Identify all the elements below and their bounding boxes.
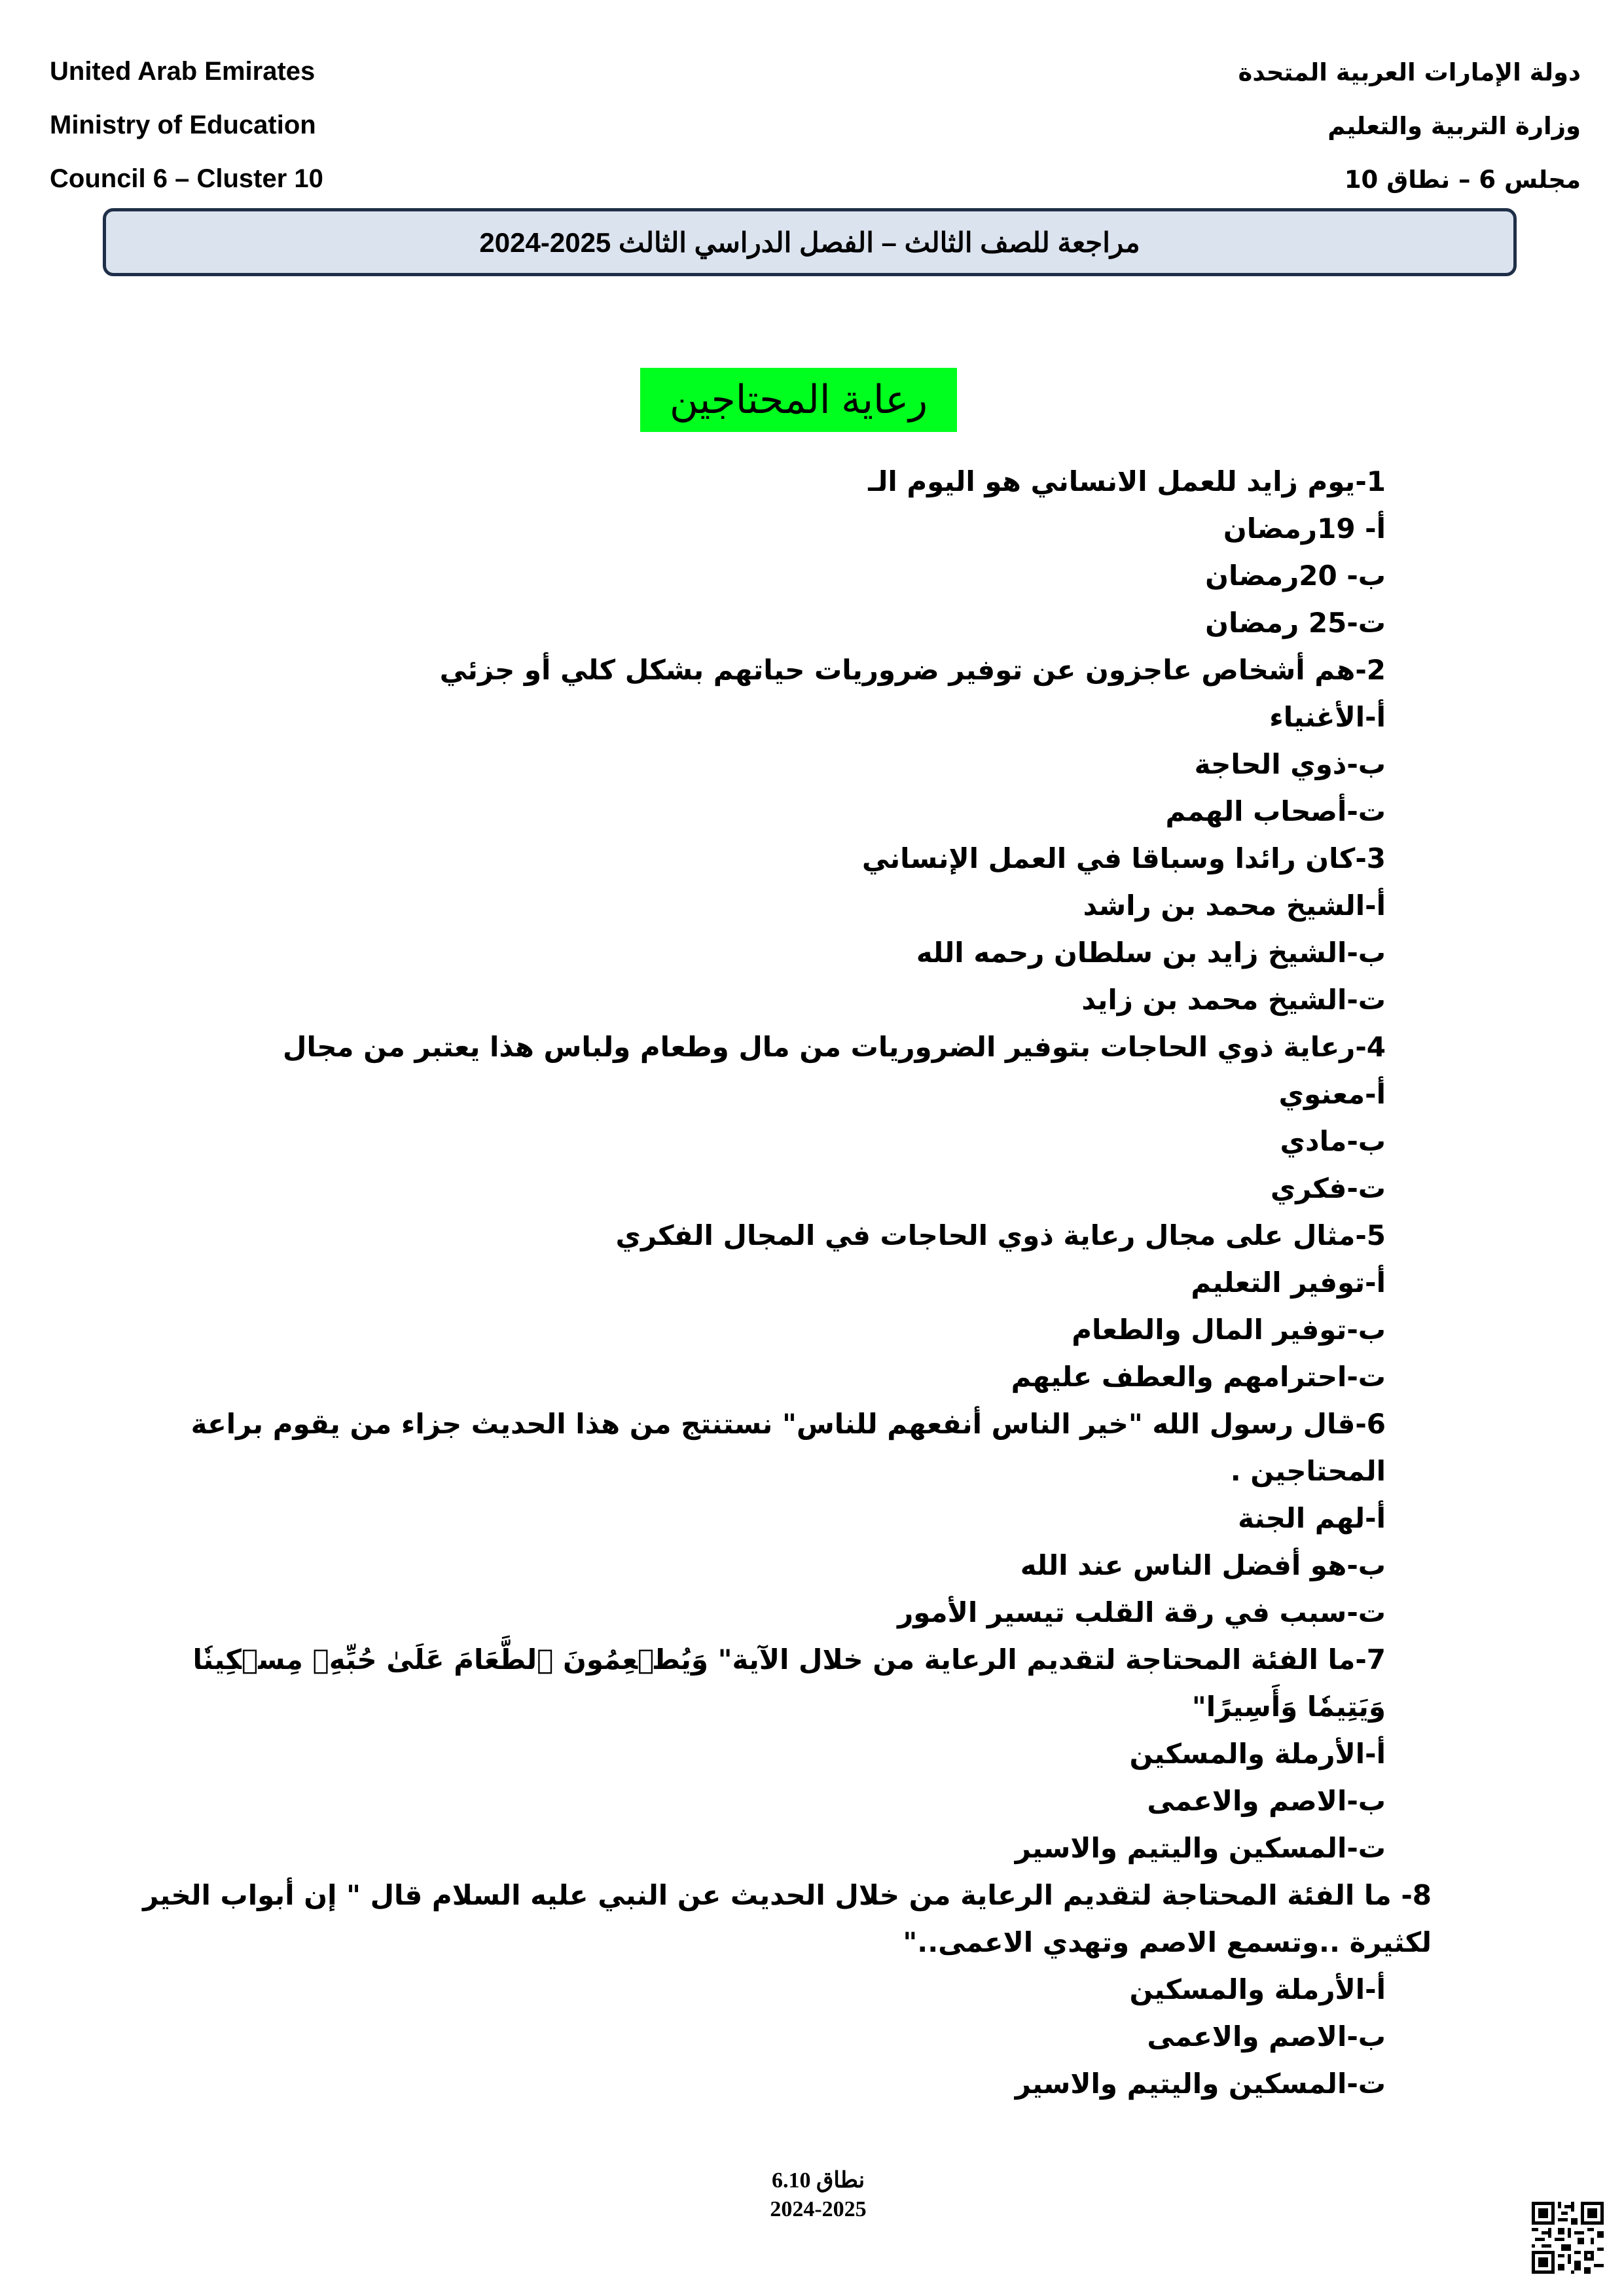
question-5: 5-مثال على مجال رعاية ذوي الحاجات في المجال الفكري (615, 1219, 1386, 1251)
header-council-ar: مجلس 6 – نطاق 10 (1344, 166, 1581, 194)
option-2a: أ-الأغنياء (1269, 701, 1386, 733)
option-5c: ت-احترامهم والعطف عليهم (1011, 1361, 1386, 1393)
header-council-en: Council 6 – Cluster 10 (50, 164, 323, 193)
question-8: 8- ما الفئة المحتاجة لتقديم الرعاية من خلال الحديث عن النبي عليه السلام قال " إن أبواب الخير لكثيرة ..وتسمع الاصم وتهدي الاعمى.." (143, 1879, 1432, 1958)
option-3a: أ-الشيخ محمد بن راشد (1083, 889, 1386, 922)
option-5b: ب-توفير المال والطعام (1072, 1314, 1386, 1346)
header-country-en: United Arab Emirates (50, 57, 316, 86)
question-7: 7-ما الفئة المحتاجة لتقديم الرعاية من خلال الآية" وَيُطۡعِمُونَ ٱلطَّعَامَ عَلَىٰ حُبِّهِۦ مِسۡكِينٗا وَيَتِيمٗا وَأَسِيرًا" (192, 1643, 1386, 1723)
page-title (640, 368, 957, 432)
option-4b: ب-مادي (1280, 1125, 1386, 1157)
banner-text: مراجعة للصف الثالث – الفصل الدراسي الثالث 2025-2024 (479, 226, 1140, 258)
review-banner (103, 208, 1517, 276)
qr-code-icon (1532, 2202, 1604, 2274)
option-2b: ب-ذوي الحاجة (1194, 748, 1386, 780)
header-ministry-ar: وزارة التربية والتعليم (1327, 112, 1581, 140)
question-2: 2-هم أشخاص عاجزون عن توفير ضروريات حياتهم بشكل كلي أو جزئي (439, 654, 1386, 686)
option-1b: ب- 20رمضان (1205, 560, 1386, 592)
option-6b: ب-هو أفضل الناس عند الله (1020, 1549, 1386, 1581)
header-ministry-en: Ministry of Education (50, 111, 316, 139)
option-2c: ت-أصحاب الهمم (1165, 795, 1386, 827)
footer-year: 2024-2025 (770, 2197, 867, 2221)
footer-cluster: نطاق 6.10 (771, 2168, 865, 2193)
question-4: 4-رعاية ذوي الحاجات بتوفير الضروريات من مال وطعام ولباس هذا يعتبر من مجال (283, 1031, 1386, 1063)
option-6c: ت-سبب في رقة القلب تيسير الأمور (897, 1596, 1386, 1628)
option-4a: أ-معنوي (1278, 1078, 1386, 1110)
option-8c: ت-المسكين واليتيم والاسير (1015, 2068, 1386, 2100)
option-1a: أ- 19رمضان (1223, 512, 1386, 545)
question-6: 6-قال رسول الله "خير الناس أنفعهم للناس" نستنتج من هذا الحديث جزاء من يقوم براعة المحتاجين . (190, 1408, 1386, 1487)
page-footer (681, 2166, 956, 2224)
question-list (142, 458, 1432, 2108)
option-3c: ت-الشيخ محمد بن زايد (1081, 984, 1386, 1016)
option-8a: أ-الأرملة والمسكين (1129, 1973, 1386, 2005)
option-7a: أ-الأرملة والمسكين (1129, 1738, 1386, 1770)
option-5a: أ-توفير التعليم (1191, 1266, 1386, 1299)
question-1: 1-يوم زايد للعمل الانساني هو اليوم الـ (868, 465, 1386, 497)
option-7c: ت-المسكين واليتيم والاسير (1015, 1832, 1386, 1864)
option-6a: أ-لهم الجنة (1238, 1502, 1386, 1534)
option-4c: ت-فكري (1270, 1172, 1386, 1204)
question-3: 3-كان رائدا وسباقا في العمل الإنساني (861, 842, 1386, 874)
header-english (50, 45, 323, 206)
header-country-ar: دولة الإمارات العربية المتحدة (1238, 58, 1581, 86)
option-8b: ب-الاصم والاعمى (1147, 2020, 1386, 2053)
option-1c: ت-25 رمضان (1205, 607, 1386, 639)
option-7b: ب-الاصم والاعمى (1147, 1785, 1386, 1817)
header-arabic (1238, 46, 1581, 207)
option-3b: ب-الشيخ زايد بن سلطان رحمه الله (916, 937, 1386, 969)
page-title-text: رعاية المحتاجين (669, 378, 928, 422)
